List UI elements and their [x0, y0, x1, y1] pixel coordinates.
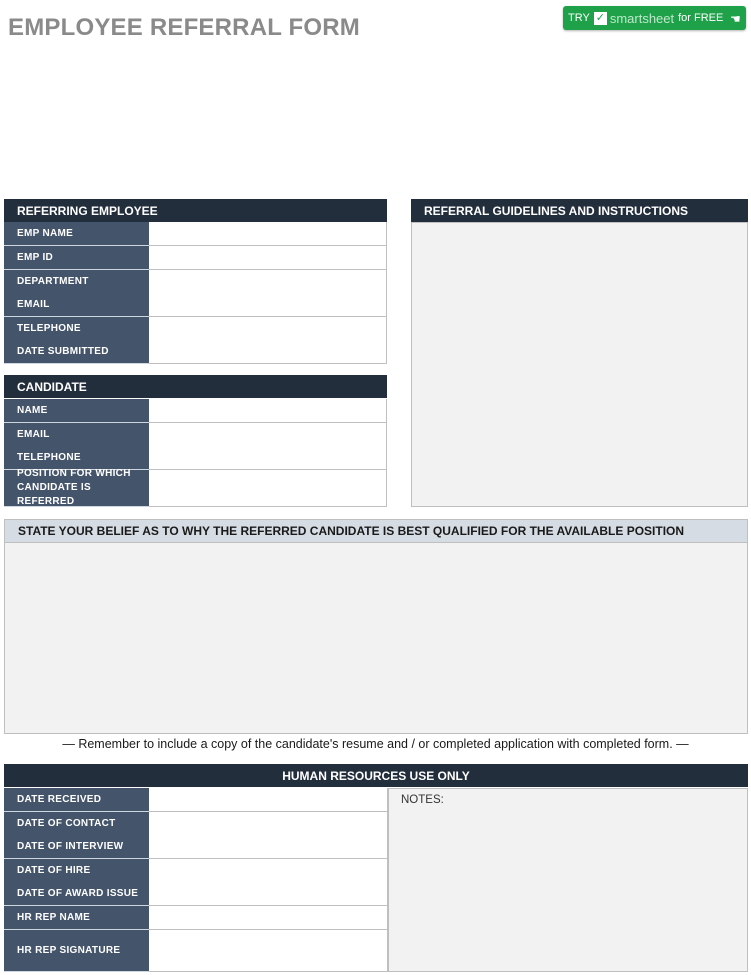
notes-label: NOTES:	[388, 788, 748, 812]
resume-reminder: — Remember to include a copy of the candidate's resume and / or completed application with completed form. —	[62, 737, 689, 751]
field-label: DATE OF AWARD ISSUE	[4, 882, 149, 906]
date-submitted-input[interactable]	[149, 340, 387, 364]
field-label: NAME	[4, 399, 149, 423]
date-of-award-issue-input[interactable]	[149, 882, 388, 906]
date-received-input[interactable]	[149, 788, 388, 812]
field-label: DATE RECEIVED	[4, 788, 149, 812]
field-label: HR REP SIGNATURE	[4, 930, 149, 972]
form-row	[4, 340, 387, 364]
field-label: DATE OF INTERVIEW	[4, 835, 149, 859]
candidate-telephone-input[interactable]	[149, 446, 387, 470]
field-label: DATE OF CONTACT	[4, 812, 149, 836]
guidelines-textarea[interactable]	[411, 222, 748, 507]
hr-rep-name-input[interactable]	[149, 906, 388, 930]
emp-telephone-input[interactable]	[149, 317, 387, 341]
candidate-email-input[interactable]	[149, 423, 387, 447]
department-input[interactable]	[149, 270, 387, 294]
field-label	[4, 470, 149, 507]
smartsheet-brand: smartsheet	[609, 10, 675, 26]
field-label: TELEPHONE	[4, 446, 149, 470]
checkmark-icon: ✓	[595, 11, 605, 24]
form-row	[4, 399, 387, 423]
notes-textarea[interactable]	[388, 811, 748, 972]
form-row	[4, 246, 387, 270]
field-label: HR REP NAME	[4, 906, 149, 930]
field-label: DEPARTMENT	[4, 270, 149, 294]
page-title: EMPLOYEE REFERRAL FORM	[8, 14, 360, 41]
form-row	[4, 835, 388, 859]
position-referred-input[interactable]	[149, 470, 387, 507]
field-label: EMP ID	[4, 246, 149, 270]
candidate-header: CANDIDATE	[4, 375, 387, 398]
for-free-label: for FREE	[678, 12, 724, 24]
date-of-interview-input[interactable]	[149, 835, 388, 859]
field-label: DATE OF HIRE	[4, 859, 149, 883]
emp-name-input[interactable]	[149, 222, 387, 246]
position-label-line1: POSITION FOR WHICH	[17, 468, 131, 479]
form-row	[4, 423, 387, 447]
form-row	[4, 293, 387, 317]
belief-textarea[interactable]	[4, 542, 748, 734]
hand-cursor-icon: ☚	[730, 12, 741, 26]
candidate-name-input[interactable]	[149, 399, 387, 423]
form-row	[4, 788, 388, 812]
form-row	[4, 270, 387, 294]
position-label-line2: CANDIDATE IS REFERRED	[17, 482, 91, 507]
field-label: EMAIL	[4, 293, 149, 317]
try-smartsheet-button[interactable]	[563, 6, 746, 30]
form-row	[4, 859, 388, 883]
form-row	[4, 906, 388, 930]
hr-use-only-header: HUMAN RESOURCES USE ONLY	[4, 764, 748, 787]
form-row	[4, 930, 388, 972]
emp-id-input[interactable]	[149, 246, 387, 270]
guidelines-header: REFERRAL GUIDELINES AND INSTRUCTIONS	[411, 199, 748, 222]
emp-email-input[interactable]	[149, 293, 387, 317]
field-label: DATE SUBMITTED	[4, 340, 149, 364]
form-row	[4, 222, 387, 246]
field-label: TELEPHONE	[4, 317, 149, 341]
referring-employee-header: REFERRING EMPLOYEE	[4, 199, 387, 222]
belief-header: STATE YOUR BELIEF AS TO WHY THE REFERRED CANDIDATE IS BEST QUALIFIED FOR THE AVAILABLE POSITION	[4, 519, 748, 543]
form-row	[4, 317, 387, 341]
date-of-hire-input[interactable]	[149, 859, 388, 883]
field-label: EMP NAME	[4, 222, 149, 246]
hr-rep-signature-input[interactable]	[149, 930, 388, 972]
form-row	[4, 470, 387, 507]
form-row	[4, 812, 388, 836]
date-of-contact-input[interactable]	[149, 812, 388, 836]
try-label: TRY	[568, 12, 590, 24]
field-label: EMAIL	[4, 423, 149, 447]
form-row	[4, 882, 388, 906]
